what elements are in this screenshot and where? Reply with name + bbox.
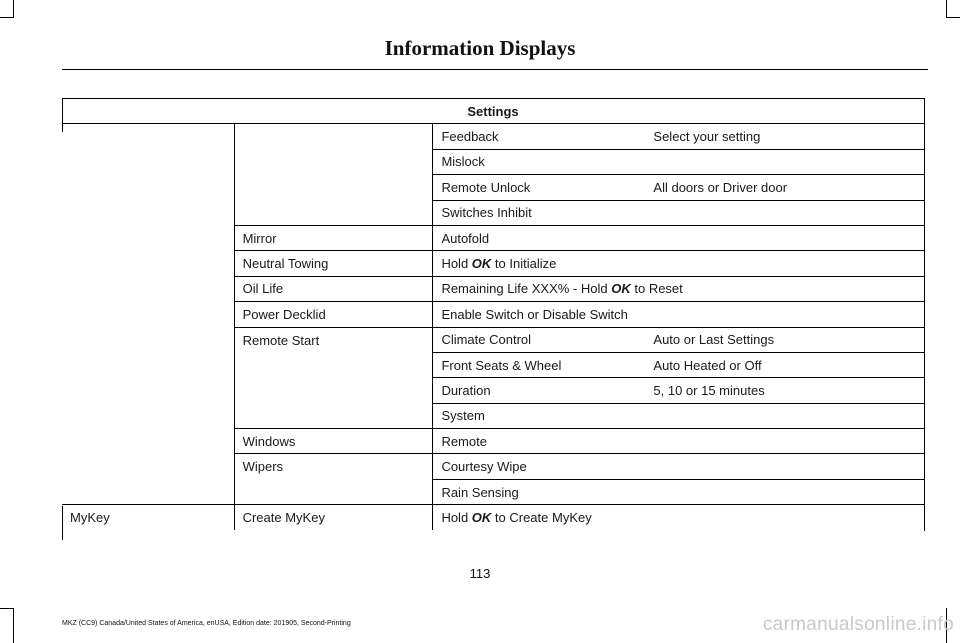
setting-mislock: Mislock — [433, 149, 925, 174]
table-header-row — [62, 99, 925, 124]
title-rule — [62, 69, 928, 70]
option-text: Hold — [441, 256, 472, 272]
option-power-decklid: Enable Switch or Disable Switch — [433, 302, 925, 327]
option-front-seats-wheel: Auto Heated or Off — [645, 352, 924, 377]
table-top-border — [62, 98, 925, 99]
page-title: Information Displays — [384, 36, 576, 60]
crop-mark-top-left-h — [0, 17, 14, 18]
setting-mirror: Mirror — [234, 225, 433, 250]
setting-switches-inhibit: Switches Inhibit — [433, 200, 925, 225]
crop-mark-bottom-left-v — [13, 608, 14, 643]
setting-wipers: Wipers — [234, 454, 433, 505]
table-row — [62, 505, 925, 530]
watermark: carmanualsonline.info — [762, 614, 954, 635]
setting-power-decklid: Power Decklid — [234, 302, 433, 327]
publication-info: MKZ (CC9) Canada/United States of America, enUSA, Edition date: 201905, Second-Printing — [62, 620, 351, 627]
setting-front-seats-wheel: Front Seats & Wheel — [433, 352, 645, 377]
settings-table — [62, 99, 925, 530]
setting-remote-start: Remote Start — [234, 327, 433, 429]
table-heading: Settings — [62, 99, 925, 124]
option-climate-control: Auto or Last Settings — [645, 327, 924, 352]
option-duration: 5, 10 or 15 minutes — [645, 378, 924, 403]
table-left-border — [62, 98, 63, 132]
table-row — [62, 124, 925, 149]
setting-oil-life: Oil Life — [234, 276, 433, 301]
option-oil-life — [433, 276, 925, 301]
table-left-border-bottom — [62, 506, 63, 540]
option-remote-unlock: All doors or Driver door — [645, 175, 924, 200]
setting-duration: Duration — [433, 378, 645, 403]
setting-neutral-towing: Neutral Towing — [234, 251, 433, 276]
option-text: to Create MyKey — [491, 509, 592, 525]
setting-create-mykey: Create MyKey — [234, 505, 433, 530]
option-rain-sensing: Rain Sensing — [433, 479, 925, 504]
setting-remote-unlock: Remote Unlock — [433, 175, 645, 200]
option-text: to Initialize — [491, 256, 557, 272]
setting-feedback: Feedback — [433, 124, 645, 149]
option-text: Remaining Life XXX% - Hold — [441, 281, 612, 297]
ok-key-label: OK — [611, 281, 631, 297]
crop-mark-bottom-left-h — [0, 608, 14, 609]
crop-mark-top-right-v — [946, 0, 947, 18]
table-cell-empty — [62, 124, 234, 505]
table-right-border — [924, 98, 925, 531]
crop-mark-top-left-v — [13, 0, 14, 18]
option-autofold: Autofold — [433, 225, 925, 250]
crop-mark-top-right-h — [946, 17, 960, 18]
option-remote: Remote — [433, 429, 925, 454]
option-create-mykey — [433, 505, 925, 530]
page-number: 113 — [469, 566, 491, 581]
option-feedback: Select your setting — [645, 124, 924, 149]
setting-windows: Windows — [234, 429, 433, 454]
setting-climate-control: Climate Control — [433, 327, 645, 352]
option-courtesy-wipe: Courtesy Wipe — [433, 454, 925, 479]
setting-mykey: MyKey — [62, 505, 234, 530]
ok-key-label: OK — [471, 256, 492, 272]
option-text: to Reset — [630, 281, 683, 297]
table-cell-empty — [234, 124, 433, 226]
option-neutral-towing — [433, 251, 925, 276]
ok-key-label: OK — [471, 509, 492, 525]
setting-system: System — [433, 403, 925, 428]
option-text: Hold — [441, 509, 472, 525]
